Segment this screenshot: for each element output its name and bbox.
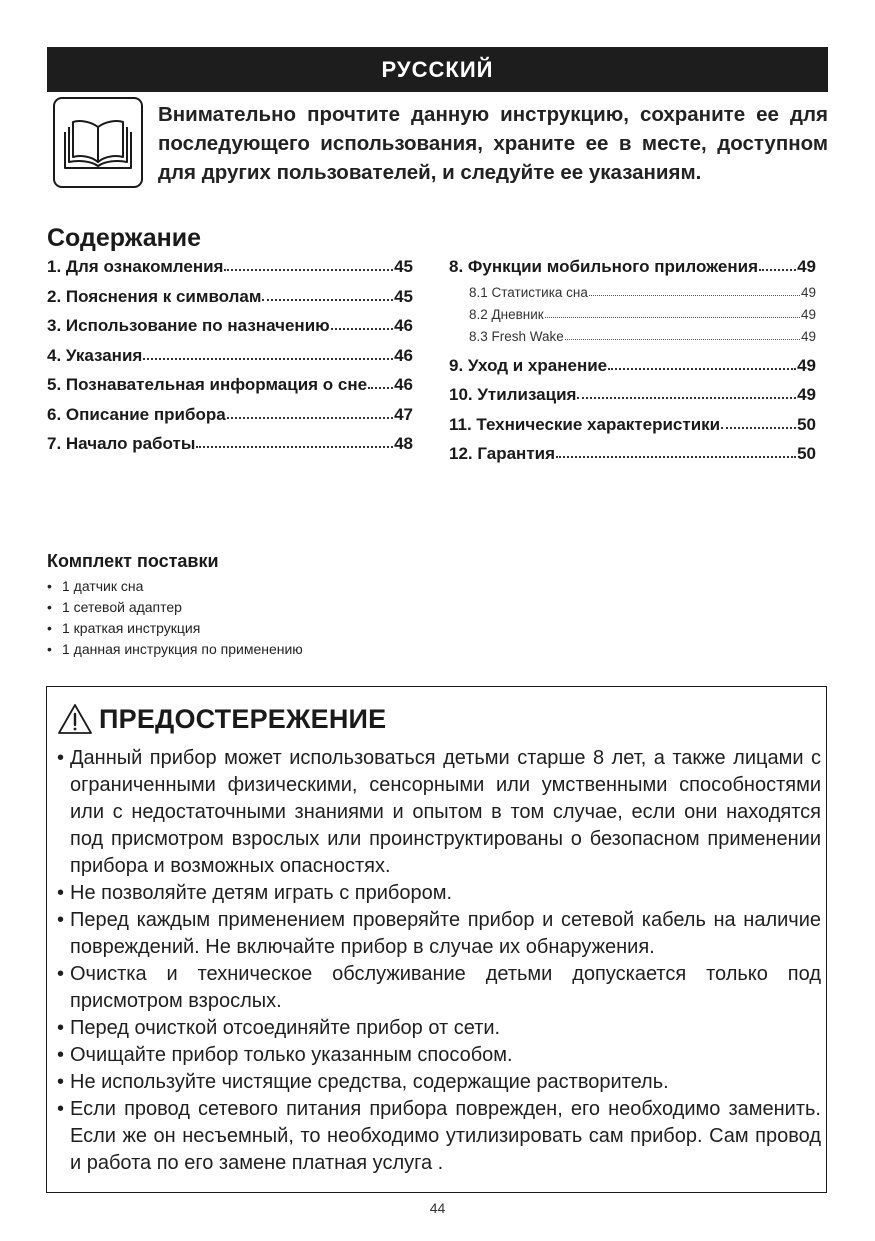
list-item: [57, 1096, 821, 1177]
toc-entry[interactable]: [47, 400, 413, 430]
toc-entry[interactable]: [47, 252, 413, 282]
toc-entry-page: 45: [394, 257, 413, 276]
list-item: [57, 1069, 821, 1096]
toc-entry-page: 49: [797, 355, 816, 375]
toc-right-column: [449, 252, 816, 469]
toc-entry-title: 4. Указания: [47, 345, 143, 365]
warning-item-text: Очистка и техническое обслуживание детьми допускается только под присмотром взрослых.: [70, 963, 821, 1012]
toc-entry[interactable]: [449, 410, 816, 440]
toc-leader: [608, 368, 796, 370]
list-item: [57, 907, 821, 961]
list-item: [57, 880, 821, 907]
toc-leader: [227, 417, 393, 419]
bullet: •: [47, 620, 52, 636]
toc-entry-page: 46: [394, 316, 413, 335]
warning-item-text: Очищайте прибор только указанным способом.: [70, 1044, 513, 1066]
warning-triangle-icon: [57, 703, 93, 735]
toc-title: Содержание: [47, 224, 202, 252]
toc-entry-page: 45: [394, 286, 413, 306]
toc-leader: [759, 269, 796, 271]
toc-entry[interactable]: [47, 311, 413, 341]
warning-item-text: Перед каждым применением проверяйте прибор и сетевой кабель на наличие повреждений. Не включайте прибор в случае их обнаружения.: [70, 909, 821, 958]
warning-item-text: Если провод сетевого питания прибора поврежден, его необходимо заменить. Если же он несъемный, то необходимо утилизировать сам прибор. Сам провод и работа по его замене платная услуга .: [70, 1098, 821, 1174]
list-item: [47, 639, 303, 660]
warning-item-text: Данный прибор может использоваться детьми старше 8 лет, а также лицами с ограниченными физическими, сенсорными или умственными способностями или с недостаточными знаниями и опытом в том случае, если они находятся под присмотром взрослых или проинструктированы о безопасном применении прибора и возможных опасностях.: [70, 747, 821, 877]
warning-title: ПРЕДОСТЕРЕЖЕНИЕ: [99, 703, 387, 734]
book-icon-graphic: [63, 113, 133, 173]
bullet: •: [57, 1044, 65, 1066]
toc-subentry-page: 49: [800, 284, 816, 300]
warning-item-text: Не используйте чистящие средства, содержащие растворитель.: [70, 1071, 669, 1093]
toc-subentry-page: 49: [800, 328, 816, 344]
bullet: •: [57, 909, 65, 931]
bullet: •: [57, 882, 65, 904]
toc-entry[interactable]: [47, 429, 413, 459]
bullet: •: [57, 963, 65, 985]
toc-entry-page: 49: [797, 257, 816, 276]
toc-entry-page: 46: [394, 345, 413, 365]
list-item: [47, 597, 303, 618]
toc-entry[interactable]: [449, 252, 816, 282]
toc-subentry-title: 8.3 Fresh Wake: [469, 328, 564, 344]
toc-subentry-page: 49: [800, 306, 816, 322]
toc-entry-title: 2. Пояснения к символам: [47, 286, 262, 306]
warning-header: [57, 703, 386, 735]
bullet: •: [57, 1071, 65, 1093]
toc-entry-title: 5. Познавательная информация о сне: [47, 375, 368, 394]
toc-leader: [143, 358, 393, 360]
toc-entry-title: 12. Гарантия: [449, 444, 556, 463]
warning-item-text: Перед очисткой отсоединяйте прибор от сети.: [70, 1017, 501, 1039]
toc-entry-title: 6. Описание прибора: [47, 404, 226, 424]
warning-box: [46, 686, 827, 1193]
kit-title: Комплект поставки: [47, 551, 219, 571]
toc-subentry[interactable]: [449, 304, 816, 326]
kit-item-text: 1 краткая инструкция: [62, 620, 201, 636]
book-icon: [53, 97, 143, 188]
toc-left-column: [47, 252, 413, 459]
toc-leader: [196, 446, 393, 448]
list-item: [57, 1042, 821, 1069]
toc-entry-title: 11. Технические характеристики: [449, 414, 721, 434]
toc-leader: [224, 269, 393, 271]
language-title: РУССКИЙ: [381, 56, 494, 82]
kit-item-text: 1 датчик сна: [62, 578, 144, 594]
bullet: •: [47, 599, 52, 615]
toc-subentry-title: 8.2 Дневник: [469, 306, 544, 322]
language-header: [47, 47, 828, 92]
kit-item-text: 1 сетевой адаптер: [62, 599, 182, 615]
toc-entry[interactable]: [47, 370, 413, 400]
toc-entry-page: 46: [394, 375, 413, 394]
toc-leader: [368, 387, 393, 389]
toc-entry-page: 48: [394, 434, 413, 453]
toc-leader: [721, 427, 796, 429]
list-item: [57, 745, 821, 880]
toc-leader: [589, 295, 800, 296]
toc-leader: [577, 397, 796, 399]
toc-entry[interactable]: [47, 282, 413, 312]
toc-entry-page: 47: [394, 404, 413, 424]
toc-leader: [545, 317, 800, 318]
warning-list: [57, 745, 821, 1177]
bullet: •: [47, 578, 52, 594]
toc-leader: [556, 456, 796, 458]
toc-leader: [565, 339, 800, 340]
toc-entry-page: 50: [797, 414, 816, 434]
warning-item-text: Не позволяйте детям играть с прибором.: [70, 882, 453, 904]
list-item: [47, 618, 303, 639]
list-item: [57, 1015, 821, 1042]
list-item: [47, 576, 303, 597]
toc-leader: [262, 299, 393, 301]
toc-entry[interactable]: [47, 341, 413, 371]
toc-entry-page: 49: [797, 385, 816, 404]
toc-entry[interactable]: [449, 351, 816, 381]
toc-entry[interactable]: [449, 380, 816, 410]
toc-leader: [331, 328, 393, 330]
kit-list: [47, 576, 303, 660]
bullet: •: [57, 1098, 65, 1120]
toc-subentry[interactable]: [449, 326, 816, 348]
toc-entry-title: 3. Использование по назначению: [47, 316, 330, 335]
intro-paragraph: Внимательно прочтите данную инструкцию, сохраните ее для последующего использования, храните ее в месте, доступном для других пользователей, и следуйте ее указаниям.: [158, 103, 828, 184]
toc-entry-title: 7. Начало работы: [47, 434, 196, 453]
kit-item-text: 1 данная инструкция по применению: [62, 641, 303, 657]
page-number: 44: [429, 1200, 446, 1216]
toc-entry-title: 10. Утилизация: [449, 385, 577, 404]
toc-entry-title: 9. Уход и хранение: [449, 355, 608, 375]
bullet: •: [57, 1017, 65, 1039]
toc-entry-page: 50: [797, 444, 816, 463]
toc-entry-title: 8. Функции мобильного приложения: [449, 257, 759, 276]
toc-entry-title: 1. Для ознакомления: [47, 257, 224, 276]
bullet: •: [47, 641, 52, 657]
bullet: •: [57, 747, 65, 769]
toc-subentry[interactable]: [449, 282, 816, 304]
toc-subentry-title: 8.1 Статистика сна: [469, 284, 588, 300]
toc-entry[interactable]: [449, 439, 816, 469]
list-item: [57, 961, 821, 1015]
